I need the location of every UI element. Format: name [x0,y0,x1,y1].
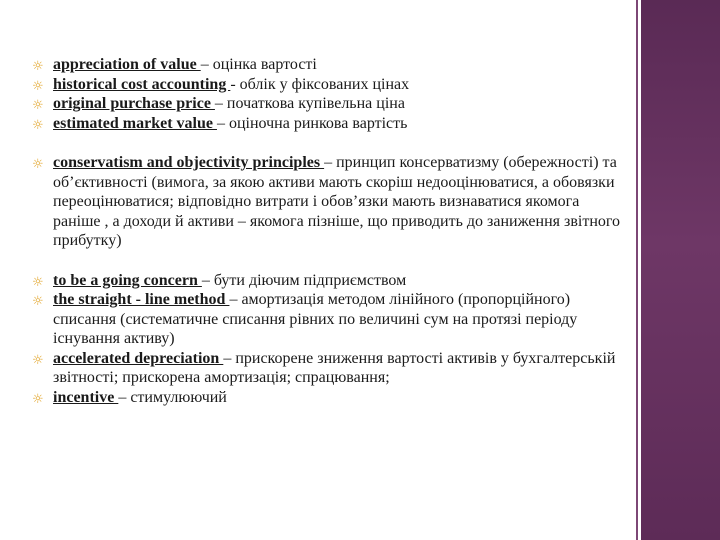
sun-icon: ☼ [32,157,44,172]
glossary-item [30,114,630,134]
side-divider [636,0,638,540]
definition: - облік у фіксованих цінах [230,75,410,93]
definition: – бути діючим підприємством [201,271,407,289]
term: appreciation of value [53,56,201,73]
term: to be a going concern [53,271,202,289]
definition: – прискорене зниження вартості активів у бухгалтерській звітності; прискорена амортизація; спрацювання; [53,349,616,386]
glossary-group-3 [30,271,630,408]
sun-icon: ☼ [32,117,44,133]
term: estimated market value [53,114,217,132]
term: the straight - line method [53,291,230,308]
term: original purchase price [53,95,215,112]
sun-icon: ☼ [32,274,44,290]
sun-icon: ☼ [32,98,44,113]
glossary-item [30,153,630,251]
definition: – амортизація методом лінійного (пропорційного) списання (систематичне списання рівних по величині сум на протязі періоду існування активу) [53,291,578,347]
glossary-item [30,271,630,291]
definition: – принцип консерватизму (обережності) та об’єктивності (вимога, за якою активи мають скоріш недооцінюватися, а обовязки переоцінюватися; відповідно витрати і обов’язки мають визнаватися якомога раніше , а доходи й активи – якомога пізніше, що приводить до заниження звітного прибутку) [53,154,621,249]
sun-icon: ☼ [32,78,44,94]
term: historical cost accounting [53,75,231,93]
sun-icon: ☼ [32,352,44,368]
glossary-item [30,75,630,95]
term: accelerated depreciation [53,349,224,367]
definition: – стимулюючий [118,388,227,406]
sun-icon: ☼ [32,59,44,74]
definition: – початкова купівельна ціна [214,95,405,112]
glossary-item [30,94,630,114]
glossary-group-2 [30,153,630,251]
sun-icon: ☼ [32,294,44,309]
sun-icon: ☼ [32,391,44,407]
glossary-item [30,55,630,75]
glossary [30,55,630,407]
term: incentive [53,388,119,406]
glossary-group-1 [30,55,630,133]
definition: – оціночна ринкова вартість [216,114,408,132]
definition: – оцінка вартості [200,56,317,73]
glossary-item [30,349,630,388]
glossary-item [30,388,630,408]
side-decoration-band [641,0,720,540]
term: conservatism and objectivity principles [53,154,325,171]
glossary-item [30,290,630,349]
